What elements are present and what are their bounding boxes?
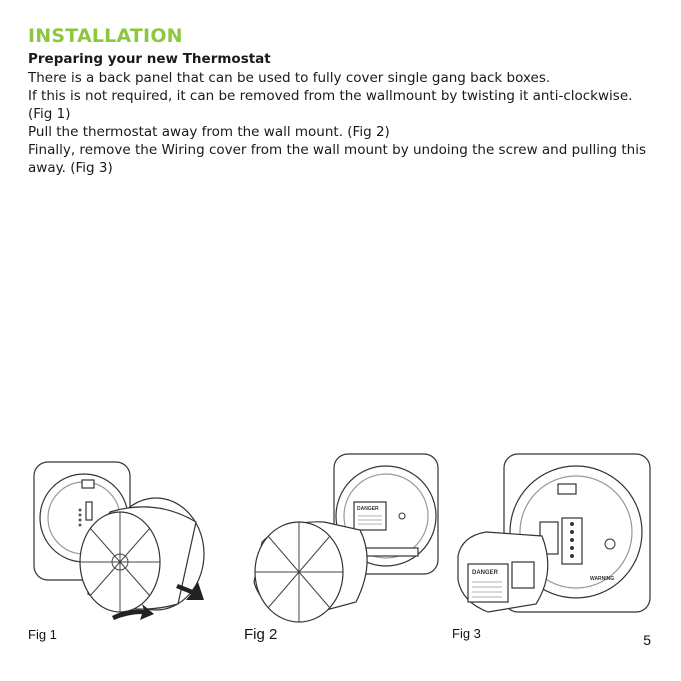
paragraph-3: Pull the thermostat away from the wall mount. (Fig 2) [28,124,390,140]
fig-3-sticker-text: DANGER [472,570,499,576]
fig-1-label: Fig 1 [28,627,57,642]
figures-row [0,450,681,643]
fig-1-illustration [28,454,213,624]
section-heading: INSTALLATION [28,25,183,47]
page-number: 5 [643,632,651,648]
instructions-text [28,24,648,177]
fig-2-illustration [244,452,444,624]
fig-3-label: Fig 3 [452,626,481,641]
fig-3-illustration [452,452,656,624]
paragraph-1: There is a back panel that can be used to fully cover single gang back boxes. [28,70,551,86]
paragraph-2: If this is not required, it can be removed from the wallmount by twisting it anti-clockwise. (Fig 1) [28,88,633,122]
fig-2-label: Fig 2 [244,626,278,643]
fig-3-sticker-text-2: WARNING [590,576,615,582]
subsection-heading: Preparing your new Thermostat [28,51,271,67]
fig-2-sticker-text: DANGER [357,506,379,512]
paragraph-4: Finally, remove the Wiring cover from the wall mount by undoing the screw and pulling this away. (Fig 3) [28,142,647,176]
